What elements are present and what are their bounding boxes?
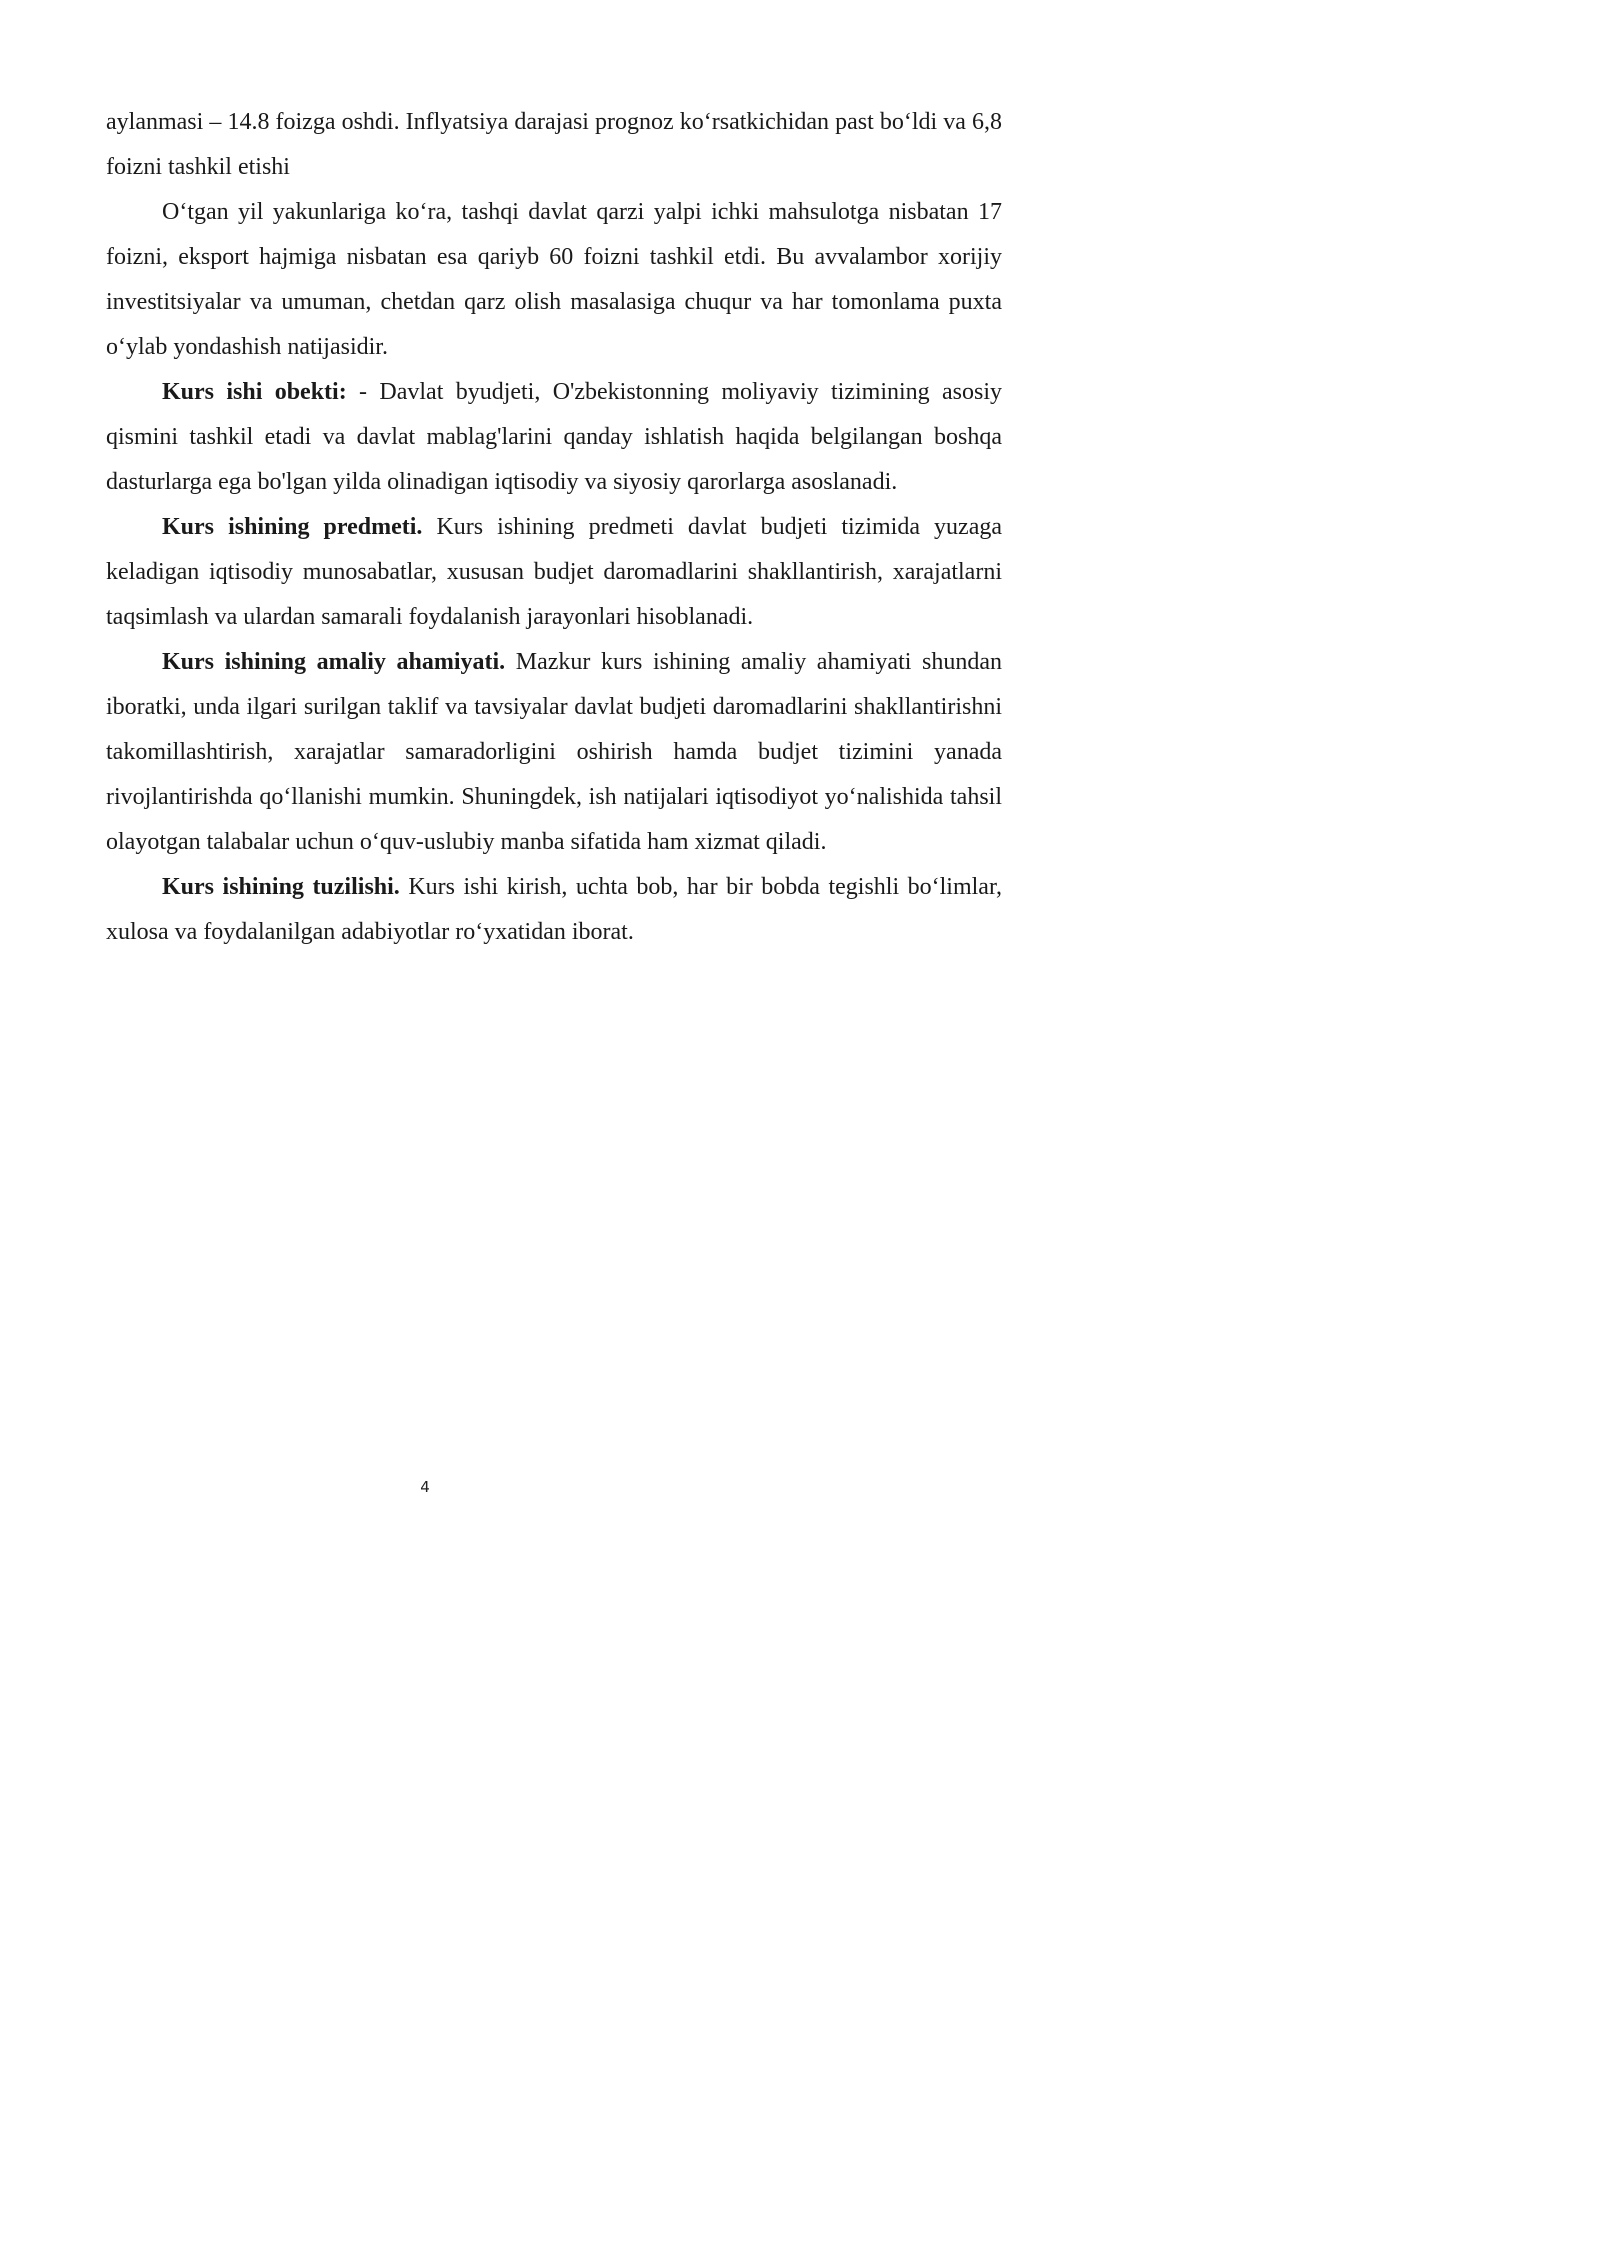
document-body [106,100,1002,955]
paragraph-text: Kurs ishi kirish, uchta bob, har bir bobda tegishli boʻlimlar, xulosa va foydalanilgan adabiyotlar roʻyxatidan iborat. [106,874,1002,945]
paragraph-course-structure [106,865,1002,955]
paragraph-continuation [106,100,1002,190]
paragraph-heading: Kurs ishining tuzilishi. [162,874,400,900]
page-number: 4 [420,1478,430,1496]
paragraph-heading: Kurs ishining predmeti. [162,514,423,540]
paragraph-text: Kurs ishining predmeti davlat budjeti tizimida yuzaga keladigan iqtisodiy munosabatlar, xususan budjet daromadlarini shakllantirish, xarajatlarni taqsimlash va ulardan samarali foydalanish jarayonlari hisoblanadi. [106,514,1002,630]
paragraph-text: Mazkur kurs ishining amaliy ahamiyati shundan iboratki, unda ilgari surilgan taklif va tavsiyalar davlat budjeti daromadlarini shakllantirishni takomillashtirish, xarajatlar samaradorligini oshirish hamda budjet tizimini yanada rivojlantirishda qoʻllanishi mumkin. Shuningdek, ish natijalari iqtisodiyot yoʻnalishida tahsil olayotgan talabalar uchun oʻquv-uslubiy manba sifatida ham xizmat qiladi. [106,649,1003,855]
paragraph-course-object [106,370,1002,505]
paragraph-heading: Kurs ishining amaliy ahamiyati. [162,649,506,675]
paragraph-text: - Davlat byudjeti, O'zbekistonning moliyaviy tizimining asosiy qismini tashkil etadi va davlat mablag'larini qanday ishlatish haqida belgilangan boshqa dasturlarga ega bo'lgan yilda olinadigan iqtisodiy va siyosiy qarorlarga asoslanadi. [106,379,1002,495]
paragraph-text: Oʻtgan yil yakunlariga koʻra, tashqi davlat qarzi yalpi ichki mahsulotga nisbatan 17 foizni, eksport hajmiga nisbatan esa qariyb 60 foizni tashkil etdi. Bu avvalambor xorijiy investitsiyalar va umuman, chetdan qarz olish masalasiga chuqur va har tomonlama puxta oʻylab yondashish natijasidir. [106,199,1002,360]
paragraph-heading: Kurs ishi obekti: [162,379,347,405]
paragraph-text: aylanmasi – 14.8 foizga oshdi. Inflyatsiya darajasi prognoz koʻrsatkichidan past boʻldi va 6,8 foizni tashkil etishi [106,109,1002,180]
document-page [0,0,1110,1569]
paragraph-practical-significance [106,640,1002,865]
paragraph-external-debt [106,190,1002,370]
paragraph-course-subject [106,505,1002,640]
